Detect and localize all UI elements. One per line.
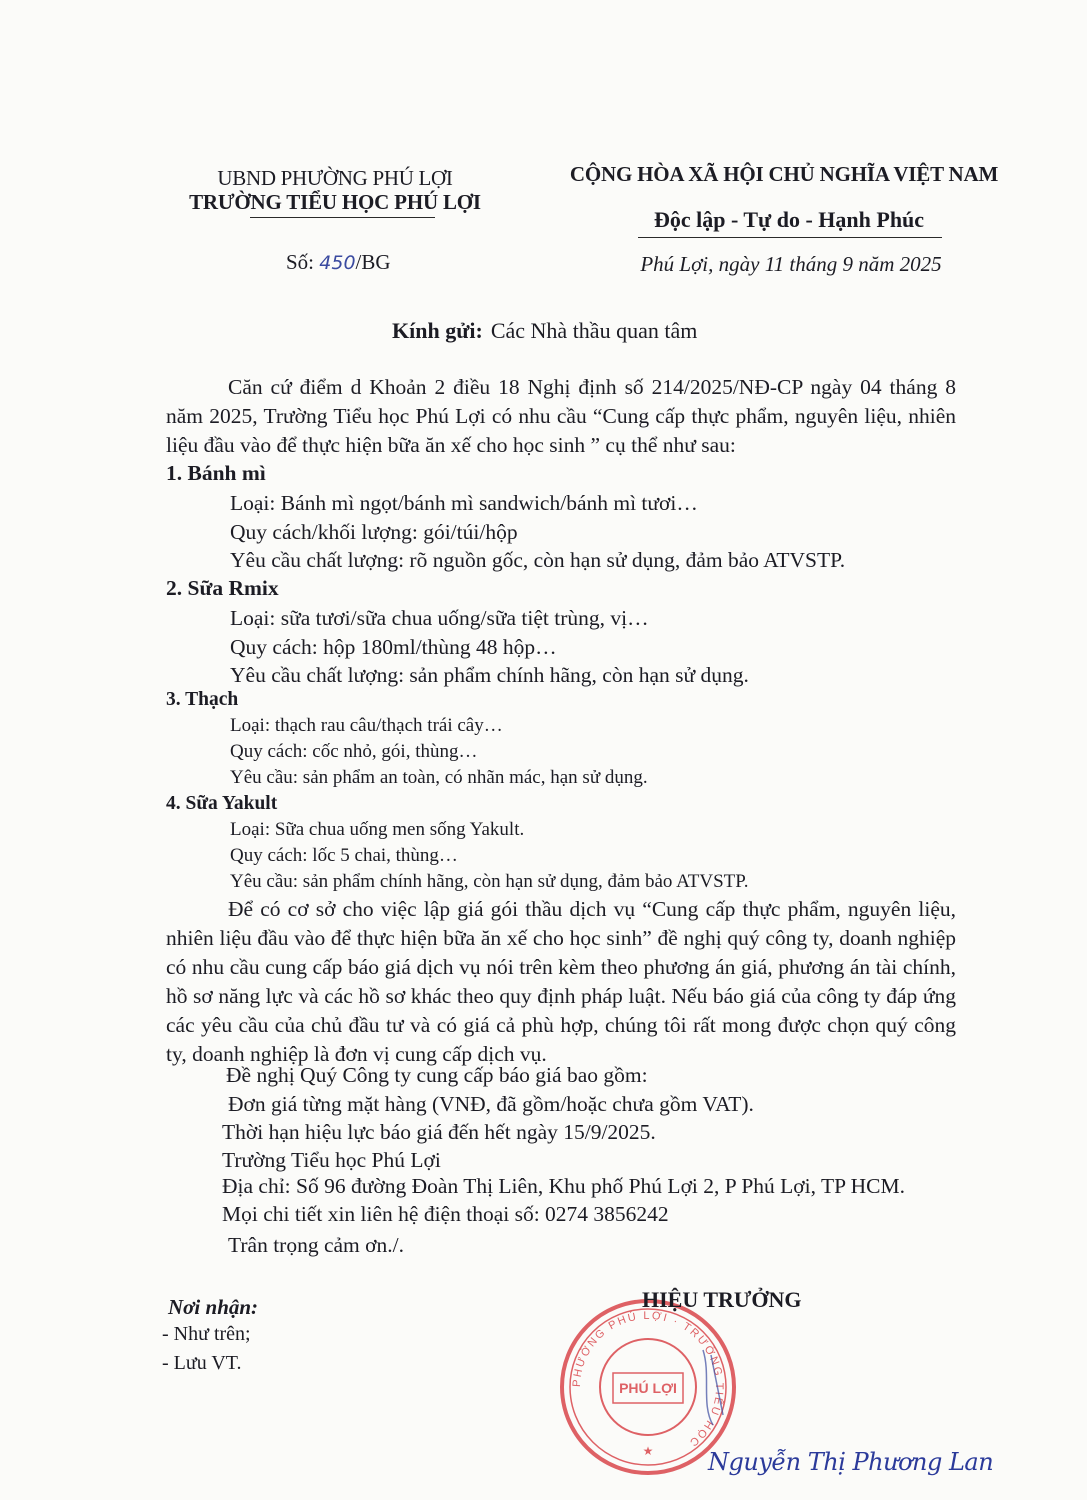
document-number-label: Số:	[286, 250, 315, 274]
document-number-suffix: /BG	[355, 250, 391, 274]
national-motto: Độc lập - Tự do - Hạnh Phúc	[653, 207, 925, 232]
document-number-handwritten: 450	[319, 252, 356, 274]
item-line: Yêu cầu chất lượng: rõ nguồn gốc, còn hạn sử dụng, đảm bảo ATVSTP.	[230, 548, 846, 572]
greeting-recipient: Các Nhà thầu quan tâm	[490, 318, 698, 343]
closing-line: Thời hạn hiệu lực báo giá đến hết ngày 15/9/2025.	[222, 1120, 656, 1144]
item-line: Quy cách: hộp 180ml/thùng 48 hộp…	[230, 635, 557, 659]
recipient-item: - Lưu VT.	[162, 1352, 242, 1374]
item-line: Quy cách: lốc 5 chai, thùng…	[230, 845, 458, 866]
recipient-item: - Như trên;	[162, 1323, 251, 1345]
stamp-center-text: PHÚ LỢI	[619, 1380, 677, 1396]
item-line: Loại: thạch rau câu/thạch trái cây…	[230, 715, 503, 736]
closing-thanks: Trân trọng cảm ơn./.	[228, 1233, 404, 1257]
item-line: Loại: sữa tươi/sữa chua uống/sữa tiệt trùng, vị…	[230, 606, 649, 630]
item-line: Quy cách/khối lượng: gói/túi/hộp	[230, 520, 518, 544]
document-number	[286, 250, 391, 275]
agency-name: UBND PHƯỜNG PHÚ LỢI	[217, 166, 453, 190]
school-address: Địa chỉ: Số 96 đường Đoàn Thị Liên, Khu phố Phú Lợi 2, P Phú Lợi, TP HCM.	[222, 1174, 906, 1198]
header-right-underline	[638, 237, 942, 238]
stamp-star-icon: ★	[642, 1444, 654, 1458]
item-line: Yêu cầu: sản phẩm an toàn, có nhãn mác, hạn sử dụng.	[230, 767, 648, 788]
request-paragraph: Để có cơ sở cho việc lập giá gói thầu dịch vụ “Cung cấp thực phẩm, nguyên liệu, nhiên liệu đầu vào để thực hiện bữa ăn xế cho học sinh” đề nghị quý công ty, doanh nghiệp có nhu cầu cung cấp báo giá dịch vụ nói trên kèm theo phương án giá, phương án tài chính, hồ sơ năng lực và các hồ sơ khác theo quy định pháp luật. Nếu báo giá của công ty đáp ứng các yêu cầu của chủ đầu tư và có giá cả phù hợp, chúng tôi rất mong được chọn quý công ty, doanh nghiệp là đơn vị cung cấp dịch vụ.	[166, 897, 956, 1066]
signer-name: Nguyễn Thị Phương Lan	[708, 1448, 994, 1476]
closing-line: Đề nghị Quý Công ty cung cấp báo giá bao gồm:	[226, 1063, 648, 1087]
document-date: Phú Lợi, ngày 11 tháng 9 năm 2025	[640, 252, 942, 276]
greeting-label: Kính gửi:	[392, 318, 483, 343]
item-heading: 1. Bánh mì	[166, 461, 266, 485]
item-heading: 3. Thạch	[166, 689, 239, 710]
intro-paragraph: Căn cứ điểm d Khoản 2 điều 18 Nghị định số 214/2025/NĐ-CP ngày 04 tháng 8 năm 2025, Trường Tiểu học Phú Lợi có nhu cầu “Cung cấp thực phẩm, nguyên liệu, nhiên liệu đầu vào để thực hiện bữa ăn xế cho học sinh ” cụ thể như sau:	[166, 375, 956, 457]
item-line: Quy cách: cốc nhỏ, gói, thùng…	[230, 741, 478, 762]
item-line: Loại: Bánh mì ngọt/bánh mì sandwich/bánh mì tươi…	[230, 491, 698, 515]
item-line: Yêu cầu: sản phẩm chính hãng, còn hạn sử dụng, đảm bảo ATVSTP.	[230, 871, 749, 892]
recipients-title: Nơi nhận:	[168, 1295, 259, 1319]
header-left-underline	[250, 217, 435, 218]
contact-phone: Mọi chi tiết xin liên hệ điện thoại số: 0274 3856242	[222, 1202, 669, 1226]
item-heading: 2. Sữa Rmix	[166, 576, 279, 600]
closing-line: Đơn giá từng mặt hàng (VNĐ, đã gồm/hoặc chưa gồm VAT).	[228, 1092, 754, 1116]
item-line: Yêu cầu chất lượng: sản phẩm chính hãng, còn hạn sử dụng.	[230, 663, 749, 687]
school-name: TRƯỜNG TIỂU HỌC PHÚ LỢI	[189, 190, 481, 214]
national-title: CỘNG HÒA XÃ HỘI CHỦ NGHĨA VIỆT NAM	[569, 162, 999, 186]
closing-line: Trường Tiểu học Phú Lợi	[222, 1148, 441, 1172]
stamp-ring-text: PHƯỜNG PHÚ LỢI · TRƯỜNG TIỂU HỌC	[570, 1309, 726, 1450]
item-line: Loại: Sữa chua uống men sống Yakult.	[230, 819, 525, 840]
greeting	[392, 318, 697, 344]
item-heading: 4. Sữa Yakult	[166, 793, 278, 814]
principal-title: HIỆU TRƯỞNG	[642, 1287, 802, 1312]
